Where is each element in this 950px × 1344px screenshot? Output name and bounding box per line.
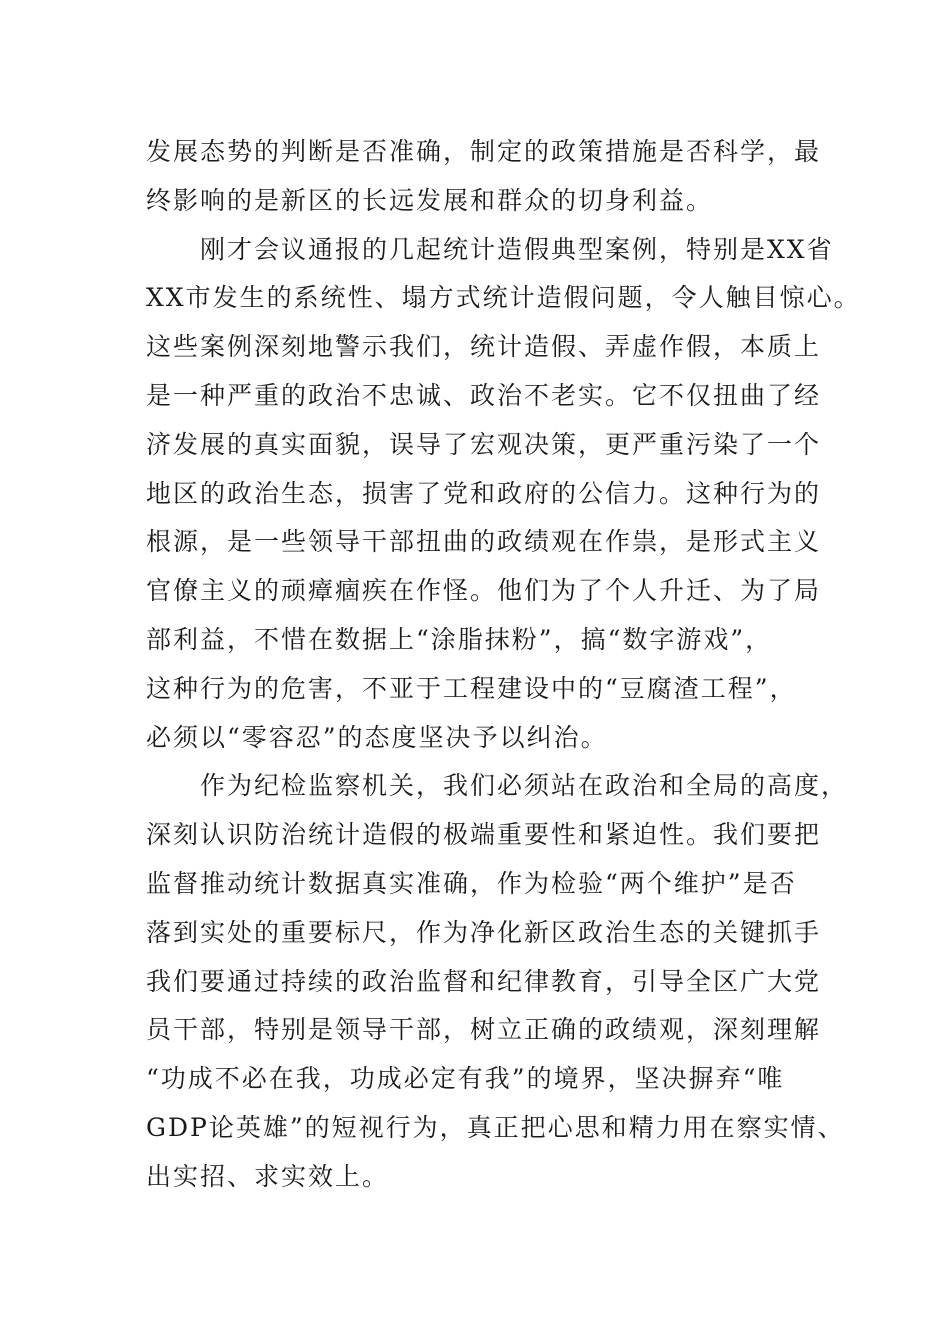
text-line: 发展态势的判断是否准确，制定的政策措施是否科学，最 — [146, 137, 822, 166]
text-line: “功成不必在我，功成必定有我”的境界，坚决摒弃“唯 — [146, 1064, 785, 1094]
text-line: 出实招、求实效上。 — [146, 1161, 390, 1191]
text-line: 部利益，不惜在数据上“涂脂抹粉”，搞“数字游戏”， — [146, 624, 773, 654]
text-line: 刚才会议通报的几起统计造假典型案例，特别是XX省 — [200, 234, 834, 264]
document-body — [146, 128, 861, 1202]
paragraph-2 — [146, 226, 861, 763]
text-line: 员干部，特别是领导干部，树立正确的政绩观，深刻理解 — [146, 1015, 822, 1045]
text-line: 深刻认识防治统计造假的极端重要性和紧迫性。我们要把 — [146, 820, 822, 850]
text-line: 济发展的真实面貌，误导了宏观决策，更严重污染了一个 — [146, 429, 822, 459]
paragraph-1 — [146, 128, 836, 226]
text-line: 根源，是一些领导干部扭曲的政绩观在作祟，是形式主义 — [146, 527, 822, 557]
text-line: 终影响的是新区的长远发展和群众的切身利益。 — [146, 185, 714, 215]
text-line: 这些案例深刻地警示我们，统计造假、弄虚作假，本质上 — [146, 332, 822, 362]
text-line: 必须以“零容忍”的态度坚决予以纠治。 — [146, 722, 608, 752]
text-line: 官僚主义的顽瘴痼疾在作怪。他们为了个人升迁、为了局 — [146, 576, 822, 606]
text-line: 地区的政治生态，损害了党和政府的公信力。这种行为的 — [146, 478, 822, 508]
text-line: 作为纪检监察机关，我们必须站在政治和全局的高度， — [200, 771, 849, 801]
text-line: 这种行为的危害，不亚于工程建设中的“豆腐渣工程”， — [146, 673, 797, 703]
text-line: 是一种严重的政治不忠诚、政治不老实。它不仅扭曲了经 — [146, 380, 822, 410]
text-line: 我们要通过持续的政治监督和纪律教育，引导全区广大党 — [146, 966, 822, 996]
text-line: XX市发生的系统性、塌方式统计造假问题，令人触目惊心。 — [146, 283, 861, 313]
text-line: 监督推动统计数据真实准确，作为检验“两个维护”是否 — [146, 868, 797, 898]
text-line: GDP论英雄”的短视行为，真正把心思和精力用在察实情、 — [146, 1112, 845, 1142]
paragraph-3 — [146, 762, 849, 1201]
text-line: 落到实处的重要标尺，作为净化新区政治生态的关键抓手 — [146, 917, 822, 947]
